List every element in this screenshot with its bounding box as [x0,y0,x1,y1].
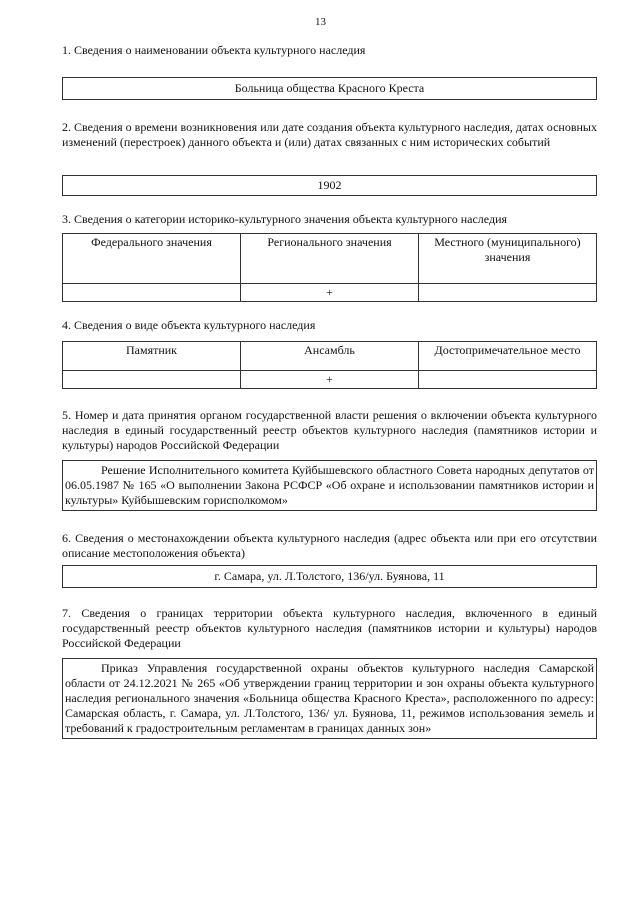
category-header: Местного (муниципального) значения [419,234,597,284]
date-box [62,175,597,196]
address-box [62,565,597,588]
type-mark [419,371,597,389]
category-mark [419,284,597,302]
object-name: Больница общества Красного Креста [234,81,425,95]
address: г. Самара, ул. Л.Толстого, 136/ул. Буянова, 11 [214,569,445,583]
registry-decision-box [62,460,597,511]
type-table [62,341,597,389]
section-2-heading: 2. Сведения о времени возникновения или дате создания объекта культурного наследия, датах основных изменений (перестроек) данного объекта и (или) датах связанных с ним исторических событий [62,120,597,149]
category-mark: + [241,284,419,302]
type-header: Ансамбль [241,342,419,371]
type-header: Памятник [63,342,241,371]
registry-decision: Решение Исполнительного комитета Куйбышевского областного Совета народных депутатов от 06.05.1987 № 165 «О выполнении Закона РСФСР «Об охране и использовании памятников истории и культуры» Куйбышевским горисполкомом» [65,463,594,507]
type-mark [63,371,241,389]
type-header: Достопримечательное место [419,342,597,371]
boundaries-order: Приказ Управления государственной охраны объектов культурного наследия Самарской области от 24.12.2021 № 265 «Об утверждении границ территории и зон охраны объекта культурного наследия регионального значения «Больница общества Красного Креста», расположенного по адресу: Самарская область, г. Самара, ул. Л.Толстого, 136/ ул. Буянова, 11, режимов использования земель и требований к градостроительным регламентам в границах данных зон» [65,661,594,735]
section-7-heading: 7. Сведения о границах территории объекта культурного наследия, включенного в единый государственный реестр объектов культурного наследия (памятников истории и культуры) народов Российской Федерации [62,606,597,650]
section-4-heading: 4. Сведения о виде объекта культурного наследия [62,318,316,332]
section-5-heading: 5. Номер и дата принятия органом государственной власти решения о включении объекта культурного наследия в единый государственный реестр объектов культурного наследия (памятников истории и культуры) народов Российской Федерации [62,408,597,452]
category-mark [63,284,241,302]
section-1-heading: 1. Сведения о наименовании объекта культурного наследия [62,43,366,57]
section-3-heading: 3. Сведения о категории историко-культурного значения объекта культурного наследия [62,212,508,226]
boundaries-order-box [62,658,597,739]
creation-date: 1902 [317,178,342,192]
category-table [62,233,597,302]
page-number: 13 [315,16,326,28]
category-header: Федерального значения [63,234,241,284]
section-6-heading: 6. Сведения о местонахождении объекта культурного наследия (адрес объекта или при его отсутствии описание местоположения объекта) [62,531,597,560]
type-mark: + [241,371,419,389]
object-name-box [62,77,597,100]
category-header: Регионального значения [241,234,419,284]
